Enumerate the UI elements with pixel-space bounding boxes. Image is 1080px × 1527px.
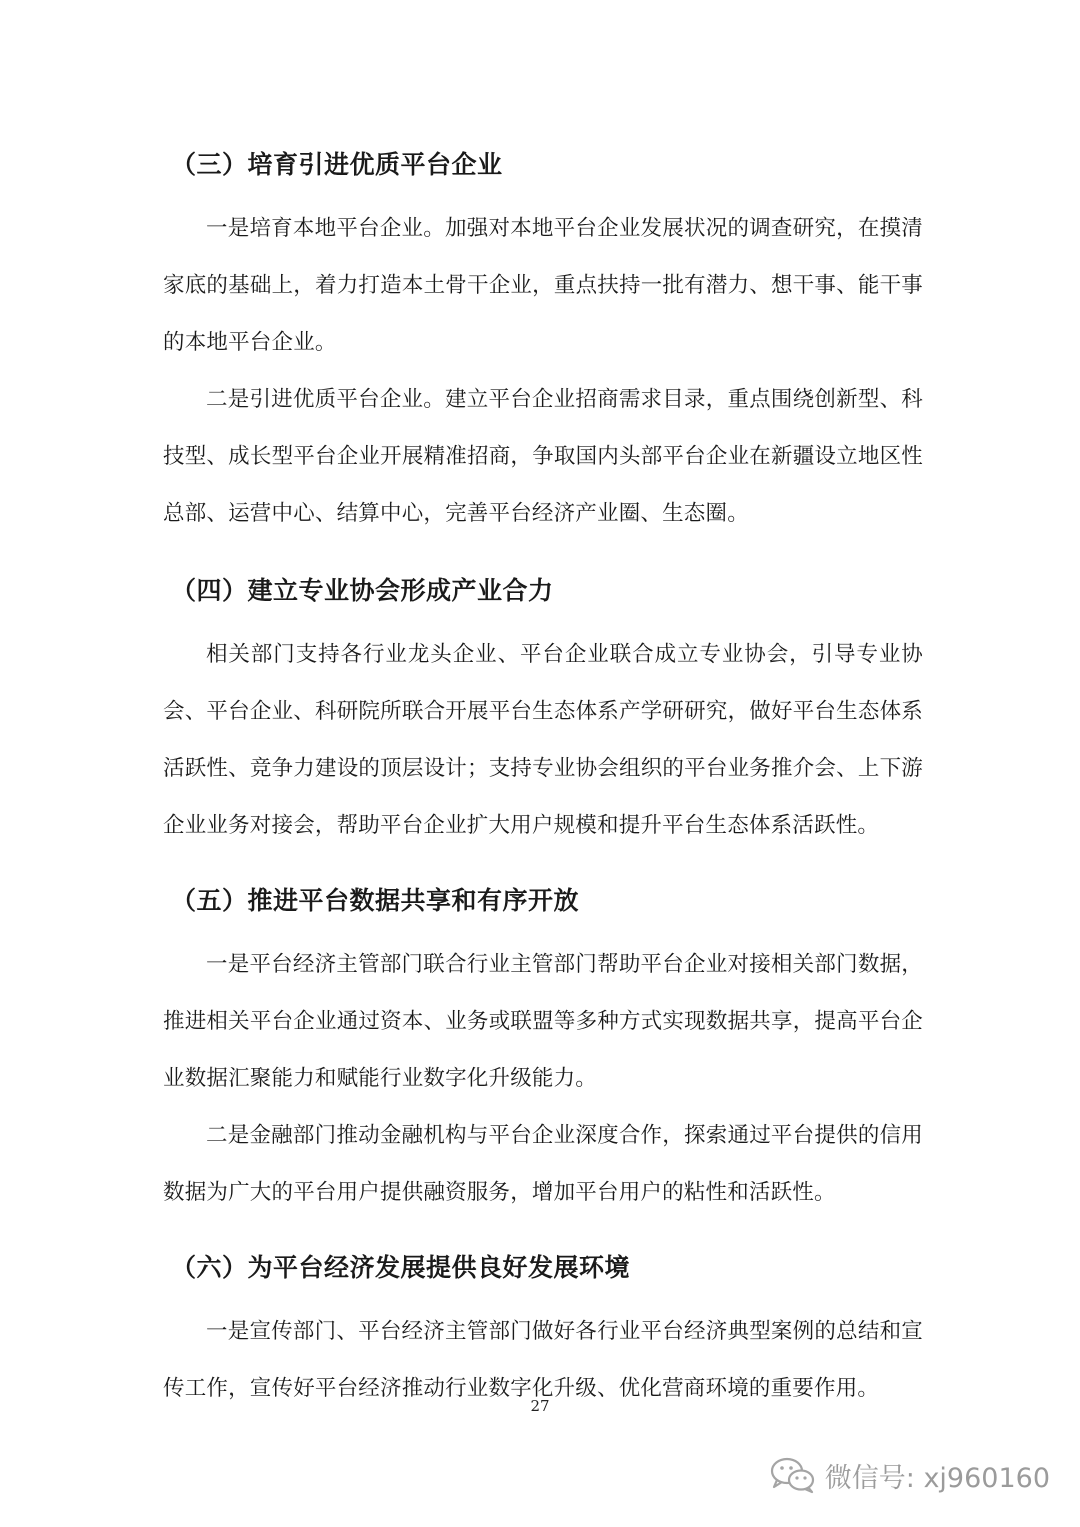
section-3: [163, 140, 923, 542]
page-number: 27: [530, 1397, 550, 1415]
section-5: [163, 876, 923, 1221]
wechat-icon: [769, 1455, 817, 1495]
watermark-text: 微信号: xj960160: [824, 1462, 1050, 1494]
paragraph: 二是引进优质平台企业。建立平台企业招商需求目录，重点围绕创新型、科技型、成长型平台企业开展精准招商，争取国内头部平台企业在新疆设立地区性总部、运营中心、结算中心，完善平台经济产业圈、生态圈。: [163, 387, 923, 526]
paragraph: 一是宣传部门、平台经济主管部门做好各行业平台经济典型案例的总结和宣传工作，宣传好平台经济推动行业数字化升级、优化营商环境的重要作用。: [163, 1319, 923, 1401]
section-heading: （四）建立专业协会形成产业合力: [171, 576, 554, 605]
section-heading: （三）培育引进优质平台企业: [171, 150, 503, 179]
paragraph: 一是培育本地平台企业。加强对本地平台企业发展状况的调查研究，在摸清家底的基础上，着力打造本土骨干企业，重点扶持一批有潜力、想干事、能干事的本地平台企业。: [163, 216, 923, 355]
paragraph: 二是金融部门推动金融机构与平台企业深度合作，探索通过平台提供的信用数据为广大的平台用户提供融资服务，增加平台用户的粘性和活跃性。: [163, 1123, 923, 1205]
section-heading: （六）为平台经济发展提供良好发展环境: [171, 1253, 631, 1282]
paragraph: 一是平台经济主管部门联合行业主管部门帮助平台企业对接相关部门数据，推进相关平台企业通过资本、业务或联盟等多种方式实现数据共享，提高平台企业数据汇聚能力和赋能行业数字化升级能力。: [163, 952, 923, 1091]
section-heading: （五）推进平台数据共享和有序开放: [171, 886, 580, 915]
section-4: [163, 566, 923, 854]
section-6: [163, 1243, 923, 1417]
watermark: [769, 1455, 1050, 1495]
document-body: [163, 140, 923, 1439]
paragraph: 相关部门支持各行业龙头企业、平台企业联合成立专业协会，引导专业协会、平台企业、科研院所联合开展平台生态体系产学研研究，做好平台生态体系活跃性、竞争力建设的顶层设计；支持专业协会组织的平台业务推介会、上下游企业业务对接会，帮助平台企业扩大用户规模和提升平台生态体系活跃性。: [163, 642, 923, 838]
